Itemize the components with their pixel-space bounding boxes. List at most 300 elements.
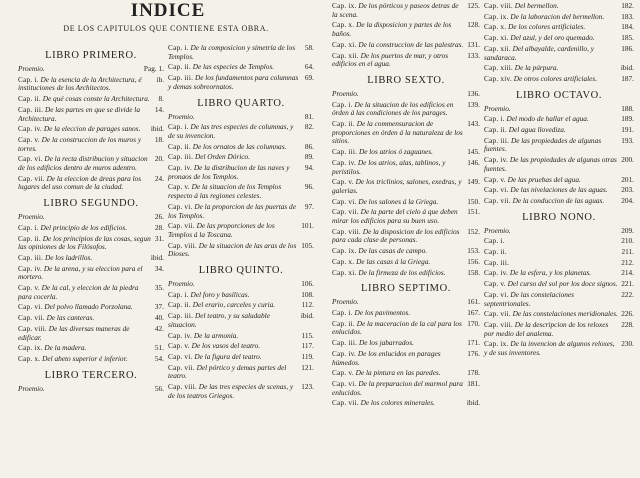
page-number: 112. [301, 300, 314, 310]
chapter-title: De la situacion de las aras de los Dioses. [168, 240, 297, 259]
chapter-number: Cap. i. [168, 122, 189, 132]
chapter-title: De la distribucion de las naves y pronaos de los Templos. [168, 163, 290, 181]
page-number: 96. [304, 182, 314, 192]
chapter-title: Del agua llovediza. [508, 125, 566, 135]
page-number: 187. [621, 73, 634, 83]
toc-entry [484, 280, 634, 289]
chapter-number: Cap. vi. [332, 378, 357, 388]
page-number: Pag. 1. [143, 64, 164, 73]
toc-entry [18, 254, 164, 263]
entry-text [18, 155, 155, 172]
column-2 [168, 44, 314, 403]
chapter-title: De la púrpura. [514, 63, 559, 73]
chapter-title: De las casas á la Griega. [356, 256, 431, 266]
chapter-number: Cap. xi. [332, 39, 357, 49]
entry-text [18, 136, 155, 153]
toc-entry [168, 113, 314, 122]
page-subtitle: DE LOS CAPITULOS QUE CONTIENE ESTA OBRA. [63, 24, 269, 33]
toc-entry [168, 353, 314, 362]
chapter-number: Cap. v. [332, 177, 354, 187]
toc-entry [18, 355, 164, 364]
entry-text [168, 164, 305, 181]
toc-entry [18, 235, 164, 252]
chapter-number: Cap. iv. [168, 330, 193, 340]
chapter-number: Cap. iii. [168, 73, 194, 83]
entry-text [484, 248, 622, 257]
chapter-title: De los principios de las cosas, segun las opiniones de los Filósofos. [18, 233, 151, 252]
page-number: ibid. [620, 63, 634, 73]
entry-text [18, 65, 144, 74]
chapter-number: Cap. i. [484, 236, 505, 246]
entry-text [168, 383, 301, 400]
book-heading: LIBRO SEGUNDO. [43, 198, 139, 210]
column-4 [484, 2, 634, 360]
chapter-title: De los pavimentos. [354, 307, 411, 317]
chapter-number: Cap. i. [18, 222, 39, 232]
entry-text [332, 159, 467, 176]
chapter-number: Cap. x. [332, 256, 355, 266]
page-number: 125. [467, 1, 480, 10]
chapter-title: Proemio. [18, 64, 45, 73]
chapter-title: De los colores minerales. [360, 398, 435, 408]
entry-text [484, 105, 621, 114]
page-number: 153. [467, 246, 480, 256]
entry-text [332, 228, 467, 245]
toc-entry [168, 153, 314, 162]
toc-entry [168, 222, 314, 239]
chapter-number: Cap. v. [168, 182, 190, 192]
chapter-title: De la disposicion y partes de los baños. [332, 20, 452, 39]
chapter-title: Proemio. [18, 212, 45, 222]
toc-entry [168, 143, 314, 152]
chapter-title: De las especies de Templos. [192, 62, 275, 72]
toc-entry [18, 265, 164, 282]
chapter-number: Cap. ii. [18, 233, 41, 243]
page-number: 151. [467, 207, 480, 217]
chapter-number: Cap. ix. [484, 11, 509, 21]
toc-entry [332, 380, 480, 397]
column-1 [18, 44, 164, 395]
entry-text [168, 123, 305, 140]
page-number: 51. [154, 343, 164, 353]
toc-entry [332, 52, 480, 69]
toc-entry [332, 298, 480, 307]
entry-text [484, 259, 621, 268]
chapter-title: De la composicion y simetría de los Templos. [168, 43, 296, 61]
toc-entry [484, 197, 634, 206]
entry-text [332, 350, 467, 367]
page-number: 101. [301, 221, 314, 231]
entry-text [18, 125, 151, 134]
entry-text [484, 137, 621, 154]
chapter-number: Cap. viii. [484, 319, 513, 329]
entry-text [332, 298, 467, 307]
entry-text [484, 115, 621, 124]
page-number: 115. [301, 330, 314, 340]
toc-entry [168, 280, 314, 289]
toc-entry [332, 90, 480, 99]
chapter-title: De la invencion de algunos reloxes, y de sus inventores. [484, 339, 615, 358]
page-number: 201. [621, 174, 634, 184]
book-heading: LIBRO OCTAVO. [515, 89, 603, 101]
entry-text [484, 186, 621, 195]
page-number: 139. [467, 99, 480, 109]
book-heading: LIBRO SEXTO. [367, 74, 445, 86]
page-number: 184. [621, 22, 634, 32]
chapter-title: Proemio. [332, 297, 359, 307]
entry-text [332, 309, 467, 318]
toc-entry [332, 101, 480, 118]
chapter-number: Cap. vi. [484, 185, 509, 195]
toc-entry [332, 148, 480, 157]
entry-text [168, 342, 302, 351]
chapter-title: De la arena, y su eleccion para el mortero. [18, 263, 143, 282]
entry-text [332, 399, 467, 408]
chapter-title: Del albayalde, cardenillo, y sandaraca. [484, 43, 594, 62]
toc-entry [168, 74, 314, 91]
entry-text [168, 74, 305, 91]
page-number: 150. [467, 196, 480, 206]
chapter-title: De la parte del cielo á que deben mirar los edificios para su buen uso. [332, 207, 458, 226]
chapter-number: Cap. iii. [18, 104, 44, 114]
entry-text [332, 90, 467, 99]
page-number: 123. [301, 382, 314, 392]
toc-entry [484, 13, 634, 22]
chapter-title: De la conduccion de las aguas. [512, 195, 605, 205]
entry-text [168, 280, 301, 289]
chapter-number: Cap. iii. [168, 152, 194, 162]
toc-entry [484, 248, 634, 257]
chapter-title: De los jabarrados. [358, 338, 414, 348]
page-number: 161. [467, 297, 480, 307]
toc-entry [332, 369, 480, 378]
chapter-number: Cap. i. [168, 289, 189, 299]
page-number: 26. [154, 212, 164, 222]
chapter-title: De la recta distribucion y situacion de los edificios dentro de muros adentro. [18, 154, 148, 173]
entry-text [168, 364, 301, 381]
toc-entry [332, 159, 480, 176]
entry-text [168, 301, 302, 310]
toc-entry [484, 237, 634, 246]
page-number: 108. [301, 289, 314, 299]
chapter-title: Del modo de hallar el agua. [506, 114, 589, 124]
toc-entry [332, 178, 480, 195]
chapter-title: De la esfera, y los planetas. [509, 268, 592, 278]
toc-entry [332, 228, 480, 245]
toc-entry [18, 224, 164, 233]
page-number: 191. [621, 125, 634, 135]
chapter-number: Cap. iii. [484, 135, 510, 145]
page-number: ibid. [150, 252, 164, 262]
toc-entry [332, 2, 480, 19]
page-number: 212. [621, 257, 634, 267]
chapter-number: Cap. v. [484, 279, 506, 289]
chapter-number: Cap. ii. [484, 125, 507, 135]
toc-entry [484, 340, 634, 357]
chapter-title: De la esencia de la Architectura, é instituciones de los Architectos. [18, 74, 142, 93]
entry-text [332, 2, 467, 19]
chapter-title: De la construccion de las palestras. [358, 39, 464, 49]
page-number: 14. [154, 104, 164, 114]
page-number: 97. [304, 201, 314, 211]
entry-text [332, 120, 467, 146]
chapter-title: De la situacion de los edificios en órden á las condiciones de los parages. [332, 99, 454, 118]
entry-text [484, 156, 621, 173]
entry-text [484, 2, 621, 11]
chapter-title: Proemio. [484, 103, 511, 113]
book-heading: LIBRO PRIMERO. [45, 50, 137, 61]
toc-entry [332, 350, 480, 367]
chapter-number: Cap. v. [18, 283, 40, 293]
entry-text [18, 224, 155, 233]
toc-entry [484, 310, 634, 319]
entry-text [484, 340, 621, 357]
chapter-number: Cap. vi. [484, 289, 509, 299]
toc-entry [332, 247, 480, 256]
entry-text [484, 310, 621, 319]
chapter-title: Del polvo llamado Porzolana. [44, 302, 133, 312]
chapter-number: Cap. i. [18, 74, 39, 84]
toc-entry [18, 175, 164, 192]
page-number: 89. [304, 152, 314, 162]
entry-text [332, 41, 467, 50]
chapter-title: De los atrios, alas, tablinos, y peristilos. [332, 157, 446, 176]
toc-entry [18, 155, 164, 172]
chapter-number: Cap. vi. [332, 196, 357, 206]
chapter-title: De otros colores artificiales. [513, 73, 598, 83]
chapter-number: Cap. v. [484, 174, 506, 184]
entry-text [168, 183, 305, 200]
entry-text [18, 175, 155, 192]
toc-entry [168, 203, 314, 220]
entry-text [332, 258, 467, 267]
page-number: 181. [467, 378, 480, 388]
chapter-title: De la laboracion del bermellon. [510, 11, 605, 21]
page-number: 211. [621, 247, 634, 257]
entry-text [484, 280, 621, 289]
entry-text [168, 222, 301, 239]
toc-entry [18, 65, 164, 74]
chapter-number: Cap. iv. [18, 124, 43, 134]
toc-entry [168, 63, 314, 72]
page-number: 230. [621, 339, 634, 349]
entry-text [168, 353, 302, 362]
page-number: 221. [621, 279, 634, 289]
entry-text [484, 237, 621, 246]
book-heading: LIBRO QUINTO. [198, 265, 284, 277]
page-number: 146. [467, 157, 480, 167]
entry-text [484, 126, 621, 135]
toc-entry [484, 23, 634, 32]
chapter-number: Cap. iv. [332, 157, 357, 167]
chapter-number: Cap. ix. [332, 246, 357, 256]
page-number: 94. [304, 163, 314, 173]
entry-text [332, 369, 467, 378]
entry-text [18, 265, 155, 282]
chapter-number: Cap. vii. [168, 362, 195, 372]
chapter-number: Cap. iv. [168, 163, 193, 173]
toc-entry [168, 242, 314, 259]
entry-text [332, 148, 467, 157]
chapter-title: De la eleccion de parages sanos. [43, 124, 141, 134]
page-number: 58. [304, 43, 314, 52]
entry-text [18, 325, 155, 342]
toc-entry [18, 76, 164, 93]
toc-entry [484, 2, 634, 11]
page-number: 203. [621, 185, 634, 195]
page-number: ib. [156, 74, 164, 84]
entry-text [18, 254, 151, 263]
chapter-number: Cap. xii. [332, 50, 359, 60]
chapter-number: Cap. vi. [168, 201, 193, 211]
page-number: 64. [304, 62, 314, 72]
chapter-number: Cap. i. [332, 99, 353, 109]
toc-entry [484, 34, 634, 43]
chapter-title: De los enlucidos en parages húmedos. [332, 348, 441, 367]
page-number: 40. [154, 313, 164, 323]
page-number: 186. [621, 43, 634, 53]
page-number: 228. [621, 319, 634, 329]
entry-text [484, 291, 621, 308]
page-number: 117. [301, 341, 314, 351]
toc-entry [332, 21, 480, 38]
page-number: 81. [304, 111, 314, 121]
page-number: 82. [304, 122, 314, 132]
toc-entry [18, 385, 164, 394]
chapter-number: Cap. viii. [332, 226, 361, 236]
chapter-number: Cap. i. [332, 307, 353, 317]
page-number: 214. [621, 268, 634, 278]
page-number: 86. [304, 141, 314, 151]
toc-entry [484, 137, 634, 154]
entry-text [168, 44, 305, 61]
toc-entry [332, 120, 480, 146]
entry-text [484, 45, 621, 62]
entry-text [18, 235, 155, 252]
page-number: 158. [467, 267, 480, 277]
entry-text [484, 64, 621, 73]
toc-entry [484, 259, 634, 268]
entry-text [18, 95, 159, 104]
page-number: 133. [467, 50, 480, 60]
page-number: 31. [154, 233, 164, 243]
toc-entry [168, 291, 314, 300]
chapter-number: Cap. x. [332, 20, 355, 30]
page-number: ibid. [466, 398, 480, 408]
chapter-title: De los ornatos de las columnas. [192, 141, 287, 151]
chapter-number: Cap. xiv. [484, 73, 512, 83]
toc-entry [484, 115, 634, 124]
toc-entry [332, 258, 480, 267]
page-number: 193. [621, 135, 634, 145]
page-number: 189. [621, 114, 634, 124]
entry-text [332, 101, 467, 118]
chapter-title: Del bermellon. [514, 1, 559, 10]
chapter-title: Del abeto superior é inferior. [42, 353, 128, 363]
entry-text [332, 198, 467, 207]
toc-entry [18, 284, 164, 301]
entry-text [168, 242, 301, 259]
page-number: 170. [467, 318, 480, 328]
chapter-title: De qué cosas conste la Architectura. [42, 94, 150, 104]
toc-entry [168, 332, 314, 341]
page-number: 56. [154, 383, 164, 393]
entry-text [332, 21, 467, 38]
chapter-title: De la commensuracion de proporciones en órden á la naturaleza de los sitios. [332, 119, 463, 146]
page-number: 171. [467, 338, 480, 348]
page-number: 143. [467, 119, 480, 129]
chapter-number: Cap. ix. [18, 343, 43, 353]
page-number: 210. [621, 236, 634, 246]
chapter-number: Cap. v. [18, 134, 40, 144]
entry-text [484, 34, 621, 43]
toc-entry [484, 227, 634, 236]
chapter-number: Cap. xii. [484, 43, 511, 53]
toc-entry [168, 312, 314, 329]
chapter-title: De las nivelaciones de las aguas. [510, 185, 608, 195]
chapter-title: De la disposicion de los edificios para cada clase de personas. [332, 226, 460, 245]
chapter-title: De la proporcion de las puertas de los Templos. [168, 201, 296, 220]
chapter-number: Cap. vii. [332, 207, 359, 217]
chapter-number: Cap. i. [168, 43, 189, 52]
chapter-title: De las proporciones de los Templos á la Toscana. [168, 221, 275, 239]
chapter-title: De los pórticos y paseos detras de la scena. [332, 1, 459, 19]
page-number: 204. [621, 195, 634, 205]
toc-entry [18, 136, 164, 153]
chapter-title: De las diversas maneras de edificar. [18, 323, 130, 342]
toc-entry [484, 126, 634, 135]
page-number: 188. [621, 103, 634, 113]
toc-entry [168, 164, 314, 181]
entry-text [168, 332, 302, 341]
chapter-title: Del Orden Dórico. [194, 152, 250, 162]
chapter-title: De la eleccion de áreas para los lugares del uso comun de la ciudad. [18, 173, 142, 192]
entry-text [332, 178, 467, 195]
toc-entry [484, 64, 634, 73]
page-title: INDICE [130, 0, 206, 21]
chapter-title: De las partes en que se divide la Architectura. [18, 104, 140, 123]
page-number: 37. [154, 302, 164, 312]
chapter-number: Cap. iv. [18, 263, 43, 273]
toc-entry [168, 383, 314, 400]
toc-entry [18, 106, 164, 123]
chapter-title: De los salones á la Griega. [358, 196, 439, 206]
chapter-title: Proemio. [484, 225, 511, 235]
chapter-title: De las tres especies de columnas, y de su invencion. [168, 122, 294, 140]
book-heading: LIBRO QUARTO. [197, 97, 285, 109]
chapter-number: Cap. ii. [168, 141, 191, 151]
entry-text [168, 63, 305, 72]
entry-text [18, 314, 155, 323]
page-number: 183. [621, 11, 634, 21]
entry-text [18, 106, 155, 123]
chapter-number: Cap. ii. [332, 119, 355, 129]
entry-text [18, 76, 157, 93]
toc-entry [332, 41, 480, 50]
chapter-title: Del teatro, y su saludable situacion. [168, 311, 270, 329]
chapter-title: De los vasos del teatro. [191, 341, 261, 351]
toc-entry [168, 301, 314, 310]
page-number: 226. [621, 309, 634, 319]
entry-text [168, 203, 305, 220]
page-number: 131. [467, 39, 480, 49]
entry-text [18, 355, 155, 364]
chapter-title: Del pórtico y demas partes del teatro. [168, 362, 287, 381]
chapter-number: Cap. vii. [332, 398, 359, 408]
page-number: 18. [154, 134, 164, 144]
chapter-number: Cap. iv. [484, 155, 509, 165]
toc-entry [484, 176, 634, 185]
